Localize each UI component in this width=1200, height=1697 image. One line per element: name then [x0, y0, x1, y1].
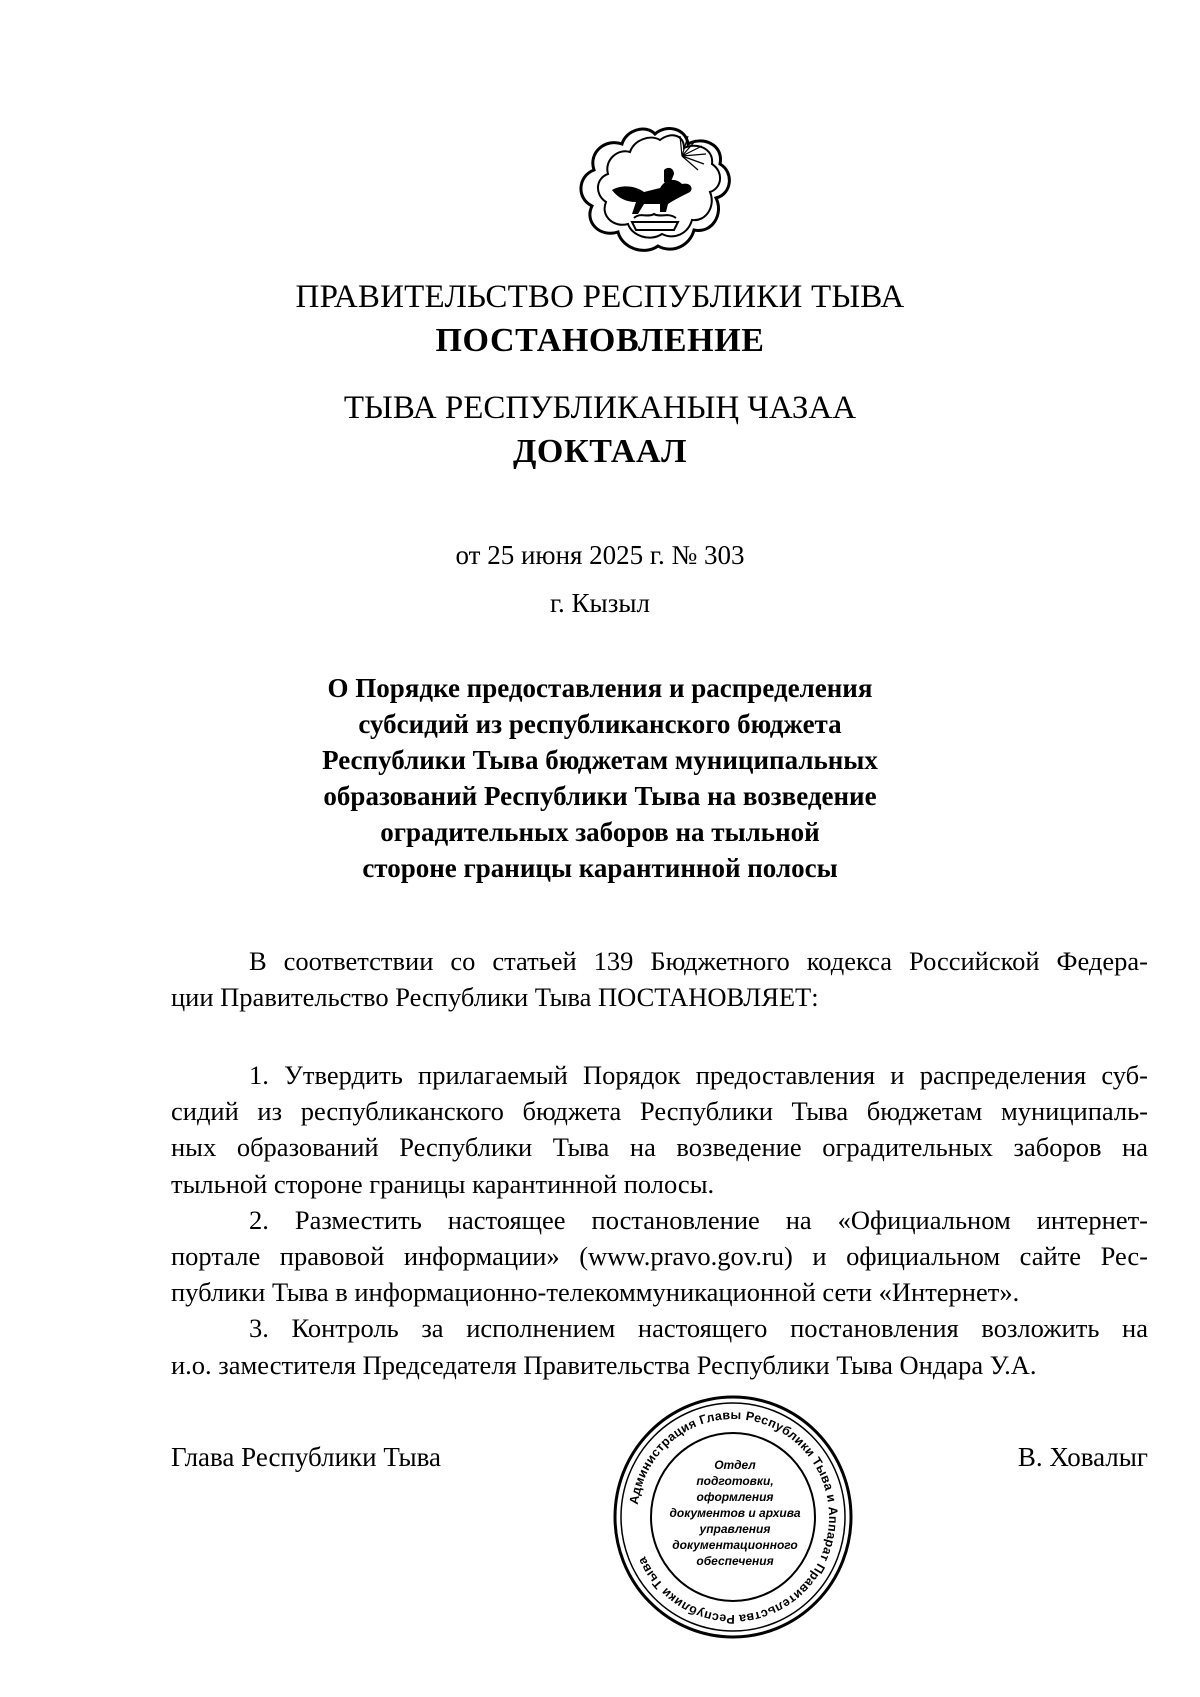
svg-text:документов и архива: документов и архива — [669, 1506, 801, 1520]
title-line: О Порядке предоставления и распределения — [327, 673, 873, 703]
point-line: тыльной стороне границы карантинной полосы. — [171, 1168, 715, 1199]
svg-text:Администрация Главы Республики: Администрация Главы Республики Тыва и Аппарат Правительства Республики Тыва — [626, 1407, 841, 1627]
document-type-tyv: ДОКТААЛ — [512, 433, 688, 470]
resolution-point-1 — [171, 1057, 1148, 1202]
point-line: и.о. заместителя Председателя Правительства Республики Тыва Ондара У.А. — [171, 1349, 1037, 1380]
svg-text:Отдел: Отдел — [714, 1458, 756, 1472]
point-line: 3. Контроль за исполнением настоящего постановления возложить на — [249, 1313, 1148, 1344]
svg-text:управления: управления — [699, 1522, 771, 1536]
resolution-point-2 — [171, 1202, 1148, 1311]
document-type-ru: ПОСТАНОВЛЕНИЕ — [435, 322, 765, 359]
title-line: стороне границы карантинной полосы — [362, 853, 838, 883]
preamble-paragraph — [171, 943, 1148, 1015]
preamble-line: В соответствии со статьей 139 Бюджетного кодекса Российской Федера- — [249, 946, 1148, 976]
title-line: оградительных заборов на тыльной — [380, 817, 820, 847]
point-line: 1. Утвердить прилагаемый Порядок предоставления и распределения суб- — [249, 1060, 1148, 1090]
point-line: ных образований Республики Тыва на возведение оградительных заборов на — [171, 1132, 1148, 1163]
resolution-point-3 — [171, 1310, 1148, 1382]
preamble-line: ции Правительство Республики Тыва ПОСТАНОВЛЯЕТ: — [171, 982, 819, 1013]
point-line: 2. Разместить настоящее постановление на «Официальном интернет- — [249, 1204, 1148, 1235]
signatory-name: В. Ховалыг — [1017, 1442, 1148, 1472]
government-name-tyv: ТЫВА РЕСПУБЛИКАНЫҢ ЧАЗАА — [343, 390, 857, 426]
svg-text:подготовки,: подготовки, — [696, 1474, 774, 1488]
point-line: сидий из республиканского бюджета Республики Тыва бюджетам муниципаль- — [171, 1096, 1148, 1127]
point-line: публики Тыва в информационно-телекоммуникационной сети «Интернет». — [171, 1277, 1020, 1308]
resolution-points — [171, 1057, 1148, 1383]
emblem-icon — [578, 126, 732, 258]
document-title — [300, 670, 900, 886]
title-line: субсидий из республиканского бюджета — [358, 709, 842, 739]
svg-text:обеспечения: обеспечения — [696, 1554, 774, 1568]
government-name-ru: ПРАВИТЕЛЬСТВО РЕСПУБЛИКИ ТЫВА — [295, 279, 905, 315]
signatory-position: Глава Республики Тыва — [171, 1442, 442, 1472]
svg-text:документационного: документационного — [672, 1538, 798, 1552]
svg-text:оформления: оформления — [696, 1490, 774, 1504]
document-date-number: от 25 июня 2025 г. № 303 — [455, 540, 745, 570]
point-line: портале правовой информации» (www.pravo.gov.ru) и официальном сайте Рес- — [171, 1241, 1148, 1272]
document-city: г. Кызыл — [550, 588, 650, 618]
title-line: Республики Тыва бюджетам муниципальных — [322, 745, 878, 775]
official-stamp-icon — [612, 1393, 854, 1641]
title-line: образований Республики Тыва на возведение — [323, 781, 877, 811]
